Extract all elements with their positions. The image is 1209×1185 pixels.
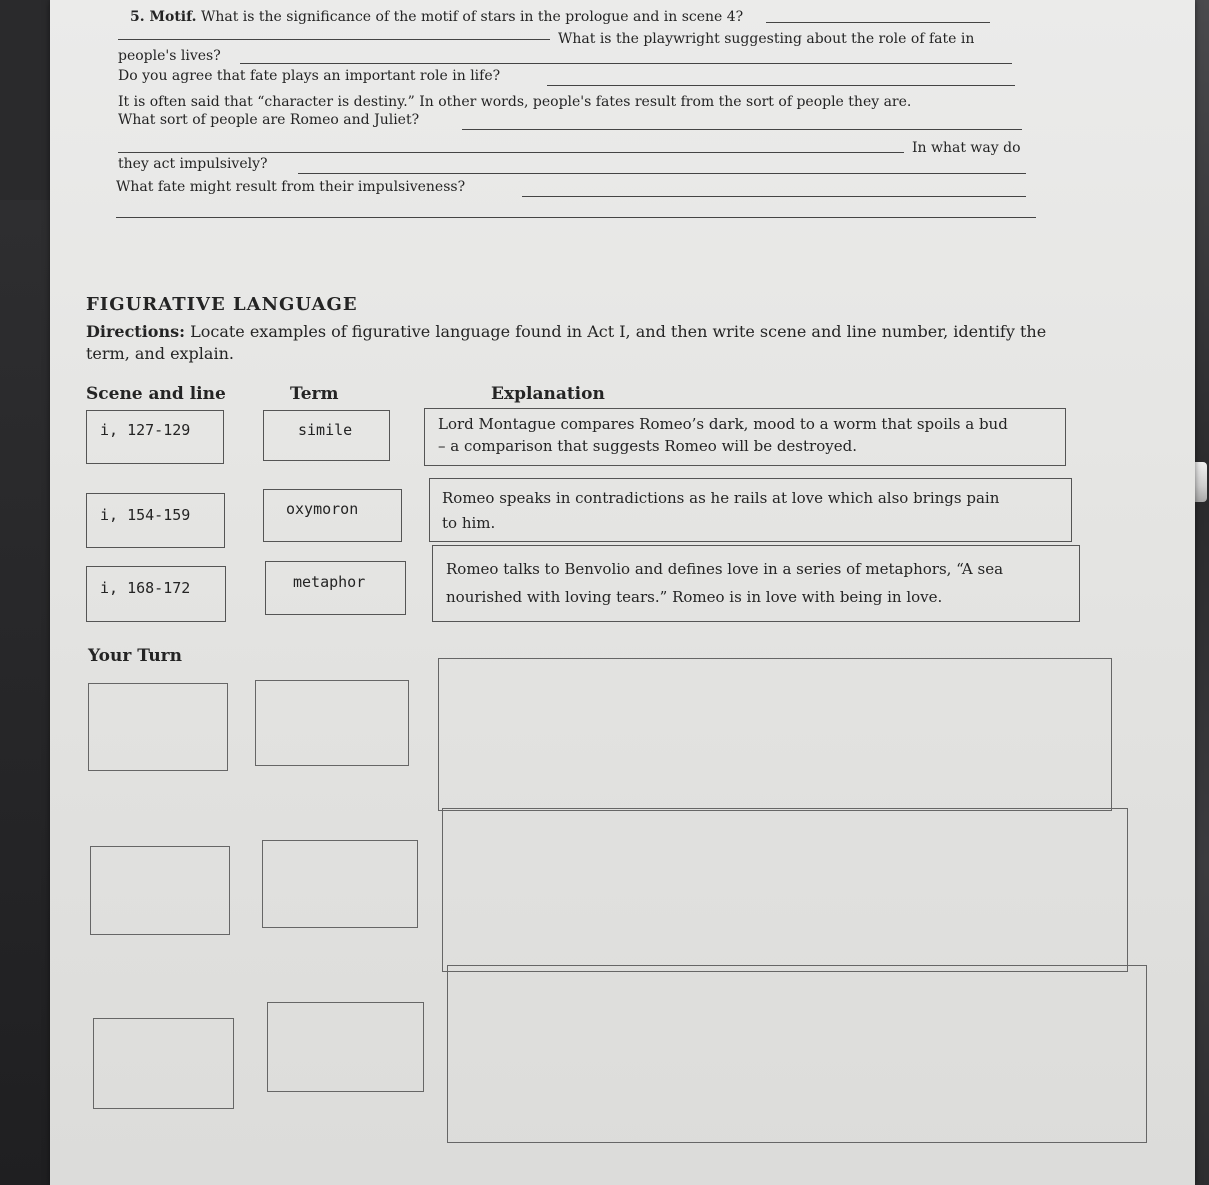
question-5-text-5: It is often said that “character is destiny.” In other words, people's fates result from the sort of people they are. <box>118 94 912 110</box>
your-turn-3-scene-box[interactable] <box>93 1018 234 1109</box>
column-header-scene: Scene and line <box>86 384 226 404</box>
answer-line-9[interactable] <box>116 217 1036 218</box>
worksheet-page <box>50 0 1195 1185</box>
row-3-term: metaphor <box>293 573 366 591</box>
question-5-text-6: What sort of people are Romeo and Juliet? <box>118 112 420 128</box>
answer-line-4[interactable] <box>547 85 1015 86</box>
answer-line-5[interactable] <box>462 129 1022 130</box>
row-2-explanation-line-2: to him. <box>442 514 496 532</box>
row-2-scene: i, 154-159 <box>100 506 191 524</box>
row-1-scene: i, 127-129 <box>100 421 191 439</box>
directions-text: Locate examples of figurative language found in Act I, and then write scene and line number, identify the <box>190 322 1047 341</box>
your-turn-3-explanation-box[interactable] <box>447 965 1147 1143</box>
row-3-explanation-line-1: Romeo talks to Benvolio and defines love in a series of metaphors, “A sea <box>446 560 1004 578</box>
answer-line-7[interactable] <box>298 173 1026 174</box>
column-header-explanation: Explanation <box>491 384 605 404</box>
directions-line-1 <box>86 320 1046 343</box>
question-5-text-7: In what way do <box>912 140 1021 156</box>
your-turn-1-explanation-box[interactable] <box>438 658 1112 811</box>
section-title: FIGURATIVE LANGUAGE <box>86 294 358 315</box>
answer-line-8[interactable] <box>522 196 1026 197</box>
answer-line-1[interactable] <box>766 22 990 23</box>
directions-line-2: term, and explain. <box>86 344 234 363</box>
question-5-text-3: people's lives? <box>118 48 221 64</box>
your-turn-label: Your Turn <box>88 646 182 666</box>
row-1-explanation-line-2: – a comparison that suggests Romeo will be destroyed. <box>438 437 857 455</box>
your-turn-2-explanation-box[interactable] <box>442 808 1128 972</box>
question-5-text: What is the significance of the motif of stars in the prologue and in scene 4? <box>200 9 744 25</box>
question-5-text-4: Do you agree that fate plays an important role in life? <box>118 68 501 84</box>
your-turn-3-term-box[interactable] <box>267 1002 424 1092</box>
row-1-explanation-line-1: Lord Montague compares Romeo’s dark, mood to a worm that spoils a bud <box>438 415 1008 433</box>
your-turn-2-term-box[interactable] <box>262 840 418 928</box>
answer-line-3[interactable] <box>240 63 1012 64</box>
answer-line-2[interactable] <box>118 39 550 40</box>
row-2-term: oxymoron <box>286 500 359 518</box>
your-turn-1-term-box[interactable] <box>255 680 409 766</box>
question-5-text-9: What fate might result from their impulsiveness? <box>116 179 466 195</box>
your-turn-2-scene-box[interactable] <box>90 846 230 935</box>
your-turn-1-scene-box[interactable] <box>88 683 228 771</box>
row-3-explanation-box <box>432 545 1080 622</box>
question-5-label: 5. Motif. <box>130 9 197 25</box>
row-3-scene: i, 168-172 <box>100 579 191 597</box>
row-3-explanation-line-2 <box>446 586 942 608</box>
row-2-explanation-line-1: Romeo speaks in contradictions as he rails at love which also brings pain <box>442 489 1000 507</box>
question-5 <box>130 8 743 26</box>
question-5-text-2: What is the playwright suggesting about the role of fate in <box>558 31 975 47</box>
directions-label: Directions: <box>86 322 185 341</box>
row-1-term: simile <box>298 421 353 439</box>
column-header-term: Term <box>290 384 339 404</box>
row-3-explanation-text-2: nourished with loving tears.” Romeo is in love with being in love. <box>446 588 943 606</box>
question-5-text-8: they act impulsively? <box>118 156 268 172</box>
answer-line-6[interactable] <box>118 152 904 153</box>
